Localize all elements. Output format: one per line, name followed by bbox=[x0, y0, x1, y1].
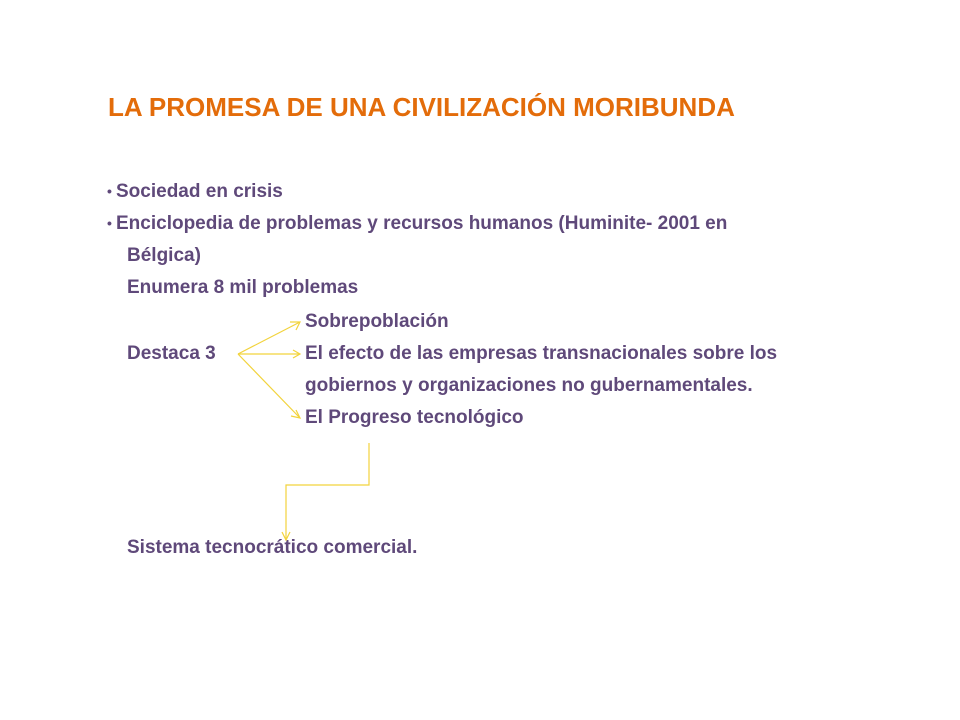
arrow-to-progreso bbox=[238, 354, 300, 418]
item-progreso: El Progreso tecnológico bbox=[305, 407, 524, 428]
bullet-dot: • bbox=[107, 215, 112, 231]
destaca-label: Destaca 3 bbox=[127, 343, 216, 364]
item-empresas: El efecto de las empresas transnacionales sobre los bbox=[305, 343, 778, 364]
arrow-to-sobrepoblacion bbox=[238, 322, 300, 354]
bullet-sociedad: Sociedad en crisis bbox=[116, 181, 283, 202]
item-sobrepoblacion: Sobrepoblación bbox=[305, 311, 449, 332]
arrow-to-conclusion bbox=[286, 443, 369, 540]
bullet-continuation: Bélgica) bbox=[127, 245, 201, 266]
enumera-line: Enumera 8 mil problemas bbox=[127, 277, 359, 298]
bullet-dot: • bbox=[107, 183, 112, 199]
bullet-enciclopedia: Enciclopedia de problemas y recursos humanos (Huminite- 2001 en bbox=[116, 213, 728, 234]
slide-title: LA PROMESA DE UNA CIVILIZACIÓN MORIBUNDA bbox=[108, 92, 735, 122]
item-empresas-cont: gobiernos y organizaciones no gubernamentales. bbox=[305, 375, 753, 396]
conclusion: Sistema tecnocrático comercial. bbox=[127, 537, 418, 558]
